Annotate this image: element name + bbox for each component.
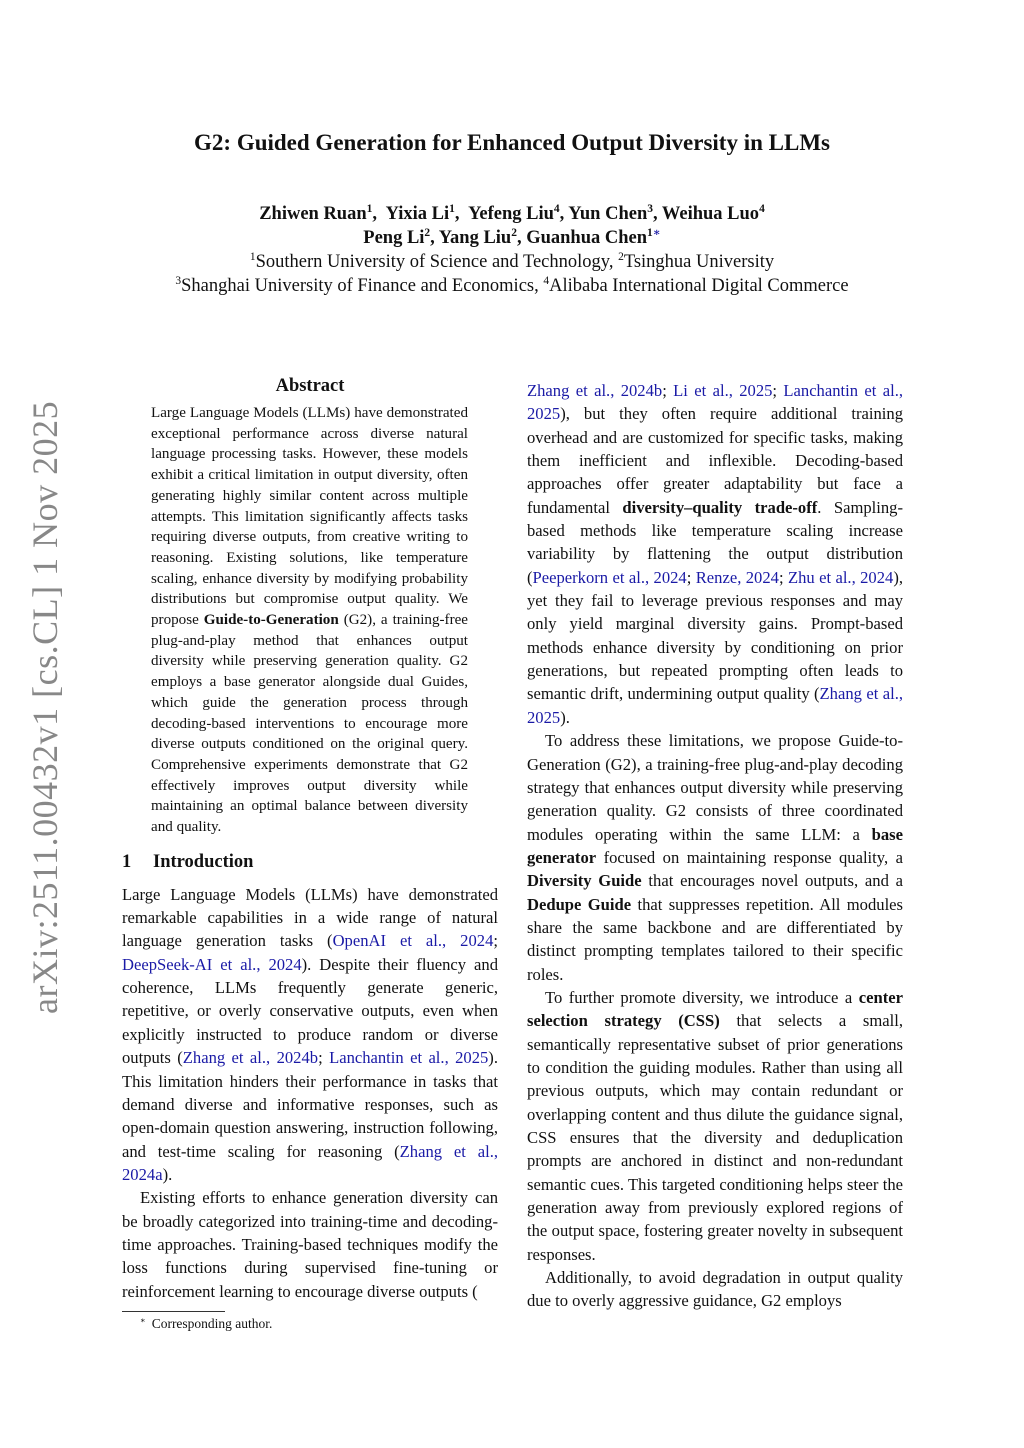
section-number: 1 [122,851,132,872]
left-column [122,376,498,1303]
intro-paragraph-5: Additionally, to avoid degradation in output quality due to overly aggressive guidance, G2 employs [527,1268,903,1311]
citation-link[interactable]: Zhu et al., 2024 [787,567,894,587]
corresponding-author-mark: ∗ [652,226,661,239]
emphasis: Diversity Guide [527,871,642,891]
author-block [0,202,1024,298]
affiliation-line-2 [0,274,1024,298]
emphasis: base generator [527,824,903,867]
affiliation-line-1 [0,250,1024,274]
footnote [140,1316,272,1332]
citation-link[interactable]: Zhang et al., 2024b [182,1048,319,1068]
affiliation-number: 1 [249,250,256,263]
author-name: Zhiwen Ruan [259,204,367,224]
intro-paragraph-2: Existing efforts to enhance generation diversity can be broadly categorized into training-time and decoding-time approaches. Training-based techniques modify the loss functions during supervised fine-tuning or reinforcement learning to encourage diverse outputs ( [122,1188,498,1301]
emphasis: Dedupe Guide [527,894,632,914]
arxiv-identifier: arXiv:2511.00432v1 [cs.CL] 1 Nov 2025 [25,400,65,1014]
emphasis: center selection strategy (CSS) [527,987,903,1031]
footnote-mark: ∗ [140,1315,146,1325]
affiliation-mark: 4 [553,202,560,215]
author-name: Yixia Li [385,204,450,224]
affiliation-number: 3 [175,274,182,287]
author-name: Yang Liu [438,228,512,248]
author-name: Guanhua Chen [526,228,648,248]
affiliation-mark: 4 [759,202,765,215]
affiliation-number: 2 [618,250,624,263]
citation-link[interactable]: DeepSeek-AI et al., 2024 [122,954,302,974]
affiliation-mark: 1 [449,202,455,215]
author-names-line-2: Peng Li$^2$, Yang Liu$^2$, Guanhua Chen$^{1∗}$ [363,226,661,248]
affiliation: Southern University of Science and Technology, [255,252,619,272]
citation-link[interactable]: OpenAI et al., 2024 [332,931,494,951]
affiliation: Tsinghua University [623,252,775,272]
section-title: Introduction [153,851,254,872]
intro-paragraph-1: Large Language Models (LLMs) have demonstrated remarkable capabilities in a wide range of natural language generation tasks (OpenAI et al., 2024; DeepSeek-AI et al., 2024). Despite their fluency and coherence, LLMs frequently generate generic, repetitive, or overly conservative outputs, even when explicitly instructed to produce random or diverse outputs (Zhang et al., 2024b; Lanchantin et al., 2025). This limitation hinders their performance in tasks that demand diverse and informative responses, such as open-domain question answering, instruction following, and test-time scaling for reasoning (Zhang et al., 2024a). [122,884,498,1184]
paper-title: G2: Guided Generation for Enhanced Output Diversity in LLMs [194,130,830,155]
affiliation-mark: 1∗ [647,226,661,239]
section-heading-introduction [122,852,498,873]
author-names-line-1: Zhiwen Ruan$^1$, Yixia Li$^1$, Yefeng Liu$^4$, Yun Chen$^3$, Weihua Luo$^4$ [259,202,765,224]
affiliation: Shanghai University of Finance and Economics, [181,276,544,296]
emphasis: diversity–quality trade-off [622,497,818,517]
author-name: Yun Chen [568,204,648,224]
method-name: Guide-to-Generation [203,612,339,629]
affiliation-mark: 1 [366,202,373,215]
affiliation-mark: 2 [511,226,517,239]
abstract-heading: Abstract [275,376,345,396]
author-name: Weihua Luo [661,204,760,224]
citation-link[interactable]: Renze, 2024 [695,567,779,587]
affiliation: Alibaba International Digital Commerce [549,276,849,296]
intro-paragraph-3: To address these limitations, we propose Guide-to-Generation (G2), a training-free plug-and-play decoding strategy that enhances output diversity while preserving generation quality. G2 consists of three coordinated modules operating within the same LLM: a base generator focused on maintaining response quality, a Diversity Guide that encourages novel outputs, and a Dedupe Guide that suppresses repetition. All modules share the same backbone and are differentiated by distinct prompting templates tailored to their specific roles. [527,731,904,984]
intro-paragraph-2-continued: Zhang et al., 2024b; Li et al., 2025; Lanchantin et al., 2025), but they often require additional training overhead and are customized for specific tasks, making them inefficient and inflexible. Decoding-based approaches offer greater adaptability but face a fundamental diversity–quality trade-off. Sampling-based methods like temperature scaling increase variability by flattening the output distribution (Peeperkorn et al., 2024; Renze, 2024; Zhu et al., 2024), yet they fail to leverage previous responses and may only yield marginal diversity gains. Prompt-based methods enhance diversity by conditioning on prior generations, but repeated prompting often leads to semantic drift, undermining output quality (Zhang et al., 2025). [527,381,904,727]
intro-paragraph-4: To further promote diversity, we introduce a center selection strategy (CSS) that selects a small, semantically representative subset of prior generations to condition the guiding modules. Rather than using all previous outputs, which may contain redundant or overlapping content and thus dilute the guidance signal, CSS ensures that the diversity and deduplication prompts are anchored in distinct and non-redundant semantic cues. This targeted conditioning helps steer the generation away from previously explored regions of the output space, fostering greater novelty in subsequent responses. [527,987,904,1264]
citation-link[interactable]: Lanchantin et al., 2025 [329,1048,489,1068]
citation-link[interactable]: Zhang et al., 2025 [527,684,903,727]
author-name: Peng Li [363,228,425,248]
citation-link[interactable]: Li et al., 2025 [673,381,773,400]
author-name: Yefeng Liu [468,204,554,224]
right-column [527,379,903,1313]
footnote-text: Corresponding author. [151,1316,273,1331]
citation-link[interactable]: Lanchantin et al., 2025 [527,381,903,424]
affiliation-number: 4 [543,274,550,287]
abstract-body: Large Language Models (LLMs) have demonstrated exceptional performance across diverse natural language processing tasks. However, these models exhibit a critical limitation in output diversity, often generating highly similar content across multiple attempts. This limitation significantly affects tasks requiring diverse outputs, from creative writing to reasoning. Existing solutions, like temperature scaling, enhance diversity by modifying probability distributions but compromise output quality. We propose Guide-to-Generation (G2), a training-free plug-and-play method that enhances output diversity while preserving generation quality. G2 employs a base generator alongside dual Guides, which guide the generation process through decoding-based interventions to encourage more diverse outputs conditioned on the original query. Comprehensive experiments demonstrate that G2 effectively improves output diversity while maintaining an optimal balance between diversity and quality. [151,405,469,836]
citation-link[interactable]: Zhang et al., 2024a [122,1141,498,1184]
citation-link[interactable]: Zhang et al., 2024b [527,381,663,400]
affiliation-mark: 3 [647,202,653,215]
citation-link[interactable]: Peeperkorn et al., 2024 [532,567,687,587]
affiliation-mark: 2 [424,226,431,239]
footnote-rule [122,1311,225,1312]
